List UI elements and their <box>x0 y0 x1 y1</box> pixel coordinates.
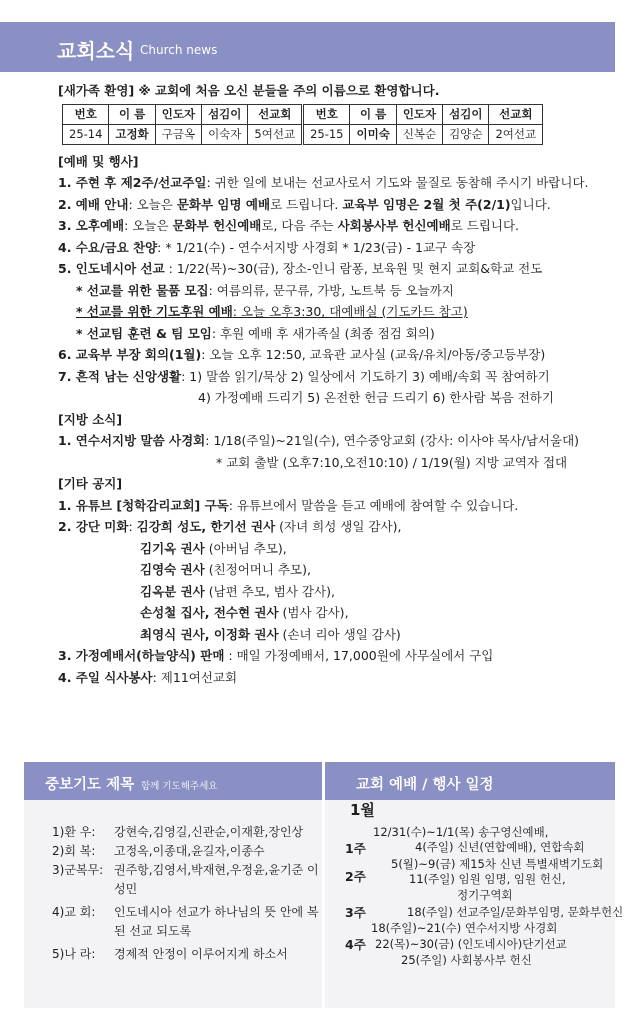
table-cell: 고정화 <box>109 124 155 144</box>
schedule-list <box>345 800 624 969</box>
flower-line <box>58 581 618 603</box>
schedule-week <box>345 857 615 904</box>
item-text: : 귀한 일에 보내는 선교사로서 기도와 물질로 동참해 주시기 바랍니다. <box>206 175 589 190</box>
item-text: 로 드립니다. <box>270 196 343 212</box>
schedule-item: 11(주일) 임원 임명, 임원 헌신, <box>409 872 566 886</box>
schedule-item: 4(주일) 신년(연합예배), 연합속회 <box>415 840 585 854</box>
item-heading: 2. 예배 안내 <box>58 196 129 212</box>
prayer-text: 권주항,김영서,박재현,우정윤,윤기준 이성민 <box>114 863 319 896</box>
week-label: 4주 <box>345 937 366 952</box>
schedule-item: 정기구역회 <box>457 887 513 902</box>
schedule-week <box>345 905 624 936</box>
item-heading: * 선교팀 훈련 & 팀 모임 <box>76 325 212 341</box>
etc-item-3 <box>58 645 618 667</box>
item-heading: 4. 수요/금요 찬양 <box>58 239 158 255</box>
table-cell: 김양순 <box>443 124 489 144</box>
column-header: 이 름 <box>109 104 155 124</box>
item-text: : 매일 가정예배서, 17,000원에 사무실에서 구입 <box>224 648 494 663</box>
worship-item-2 <box>58 194 618 216</box>
newcomers-heading <box>58 80 618 102</box>
flower-names: 최영식 권사, 이정화 권사 <box>140 626 279 642</box>
flower-line <box>58 559 618 581</box>
table-cell: 이숙자 <box>202 124 248 144</box>
flower-note: (자녀 희성 생일 감사), <box>275 519 402 534</box>
schedule-week <box>345 937 615 968</box>
schedule-item: 5(월)~9(금) 제15차 신년 특별새벽기도회 <box>391 856 604 871</box>
column-header: 선교회 <box>248 104 303 124</box>
list-item <box>52 903 320 941</box>
etc-item-2 <box>58 516 618 538</box>
table-cell: 5여선교 <box>248 124 303 144</box>
schedule-item: 22(목)~30(금) (인도네시아)단기선교 <box>375 937 567 951</box>
worship-item-4 <box>58 237 618 259</box>
page-subtitle: Church news <box>140 43 218 57</box>
worship-item-5 <box>58 258 618 280</box>
flower-names: 김영숙 권사 <box>140 562 205 577</box>
flower-line <box>58 538 618 560</box>
item-heading: 2. 강단 미화 <box>58 519 129 534</box>
table-cell: 25-14 <box>63 124 109 144</box>
table-row <box>63 124 543 144</box>
item-heading: 6. 교육부 부장 회의(1월) <box>58 347 202 362</box>
mission-sub-3 <box>58 323 618 345</box>
item-heading: 3. 가정예배서(하늘양식) 판매 <box>58 648 225 663</box>
item-heading: 1. 연수서지방 말씀 사경회 <box>58 433 206 448</box>
table-cell: 신복순 <box>396 124 442 144</box>
item-text: 로, 다음 주는 <box>261 218 338 233</box>
item-text: : 오늘 오후 12:50, 교육관 교사실 (교육/유치/아동/중고등부장) <box>201 347 546 362</box>
table-cell: 25-15 <box>303 124 350 144</box>
list-item <box>52 861 320 899</box>
list-item <box>52 842 320 861</box>
item-emphasis: 문화부 헌신예배 <box>172 218 262 233</box>
prayer-text: 강현숙,김영길,신관순,이재환,장인상 <box>114 825 304 839</box>
item-text: : 후원 예배 후 새가족실 (최종 점검 회의) <box>211 325 435 341</box>
column-header: 인도자 <box>155 104 201 124</box>
item-heading: 7. 흔적 남는 신앙생활 <box>58 368 182 384</box>
table-cell: 이미숙 <box>350 124 396 144</box>
prayer-label: 4)교 회: <box>52 905 96 919</box>
item-text: : 1/22(목)~30(금), 장소-인니 람퐁, 보육원 및 현지 교회&학교 전도 <box>164 261 543 276</box>
flower-line <box>58 624 618 646</box>
prayer-label: 1)환 우: <box>52 825 96 839</box>
item-text: : 오늘은 <box>124 218 173 233</box>
flower-names: 손성철 집사, 전수현 권사 <box>140 605 279 620</box>
column-header: 선교회 <box>489 104 543 124</box>
item-text: : 오늘 오후3:30, 대예배실 (기도카드 참고) <box>232 304 468 319</box>
item-heading: 3. 오후예배 <box>58 218 125 233</box>
list-item <box>52 945 320 964</box>
prayer-text: 고정옥,이종대,윤길자,이종수 <box>114 844 265 858</box>
item-text: : 여름의류, 문구류, 가방, 노트북 등 오늘까지 <box>208 282 454 298</box>
worship-item-7 <box>58 366 618 388</box>
mission-sub-2 <box>58 301 618 323</box>
item-heading: * 선교를 위한 기도후원 예배 <box>76 304 233 319</box>
page-title: 교회소식 <box>57 39 135 63</box>
worship-item-1 <box>58 172 618 194</box>
column-header: 인도자 <box>396 104 442 124</box>
flower-names: 김옥분 권사 <box>140 583 205 599</box>
column-header: 번호 <box>303 104 350 124</box>
table-cell: 2여선교 <box>489 124 543 144</box>
etc-section-title: [기타 공지] <box>58 476 123 491</box>
item-emphasis: 문화부 임명 예배 <box>176 196 271 212</box>
schedule-item: 12/31(수)~1/1(목) 송구영신예배, <box>373 824 549 839</box>
week-label: 3주 <box>345 905 366 920</box>
item-heading: 5. 인도네시아 선교 <box>58 261 165 276</box>
schedule-item: 18(주일)~21(수) 연수서지방 사경회 <box>371 920 558 935</box>
flower-names: 김기옥 권사 <box>140 540 205 556</box>
worship-item-6 <box>58 344 618 366</box>
newcomers-title: [새가족 환영] <box>58 83 135 98</box>
item-text: : 1/18(주일)~21일(수), 연수중앙교회 (강사: 이사야 목사/남서울대) <box>205 433 580 448</box>
list-item <box>52 823 320 842</box>
table-cell: 구금옥 <box>155 124 201 144</box>
worship-section-title: [예배 및 행사] <box>58 153 139 169</box>
item-heading: * 선교를 위한 물품 모집 <box>76 282 209 298</box>
item-text: : 1) 말씀 읽기/묵상 2) 일상에서 기도하기 3) 예배/속회 꼭 참여하기 <box>181 368 550 384</box>
flower-names: 김강희 성도, 한기선 권사 <box>136 519 276 534</box>
flower-note: (친정어머니 추모), <box>204 562 311 577</box>
item-text: : * 1/21(수) - 연수서지방 사경회 * 1/23(금) - 1교구 속장 <box>157 239 476 255</box>
item-text: 입니다. <box>510 196 551 212</box>
schedule-item: 25(주일) 사회봉사부 헌신 <box>401 952 532 967</box>
flower-note: (손녀 리아 생일 감사) <box>278 626 401 642</box>
item-heading: 4. 주일 식사봉사 <box>58 669 153 685</box>
prayer-title: 중보기도 제목 <box>45 777 135 793</box>
worship-item-3 <box>58 215 618 237</box>
prayer-label: 5)나 라: <box>52 947 96 961</box>
item-text: : <box>128 519 137 534</box>
flower-note: (범사 감사), <box>278 605 349 620</box>
item-heading: 1. 주현 후 제2주/선교주일 <box>58 175 207 190</box>
item-text: : 오늘은 <box>128 196 177 212</box>
prayer-text: 경제적 안정이 이루어지게 하소서 <box>114 947 288 961</box>
district-item-1-cont: * 교회 출발 (오후7:10,오전10:10) / 1/19(월) 지방 교역자 접대 <box>216 454 568 470</box>
column-header: 섬김이 <box>443 104 489 124</box>
item-heading: 1. 유튜브 [청학감리교회] 구독 <box>58 497 229 513</box>
etc-item-4 <box>58 667 618 689</box>
district-section-title: [지방 소식] <box>58 411 123 427</box>
table-header-row <box>63 104 543 124</box>
newcomers-note: ※ 교회에 처음 오신 분들을 주의 이름으로 환영합니다. <box>134 83 440 98</box>
item-text: 로 드립니다. <box>450 218 520 233</box>
newcomers-table <box>62 104 543 145</box>
prayer-label: 3)군복무: <box>52 863 104 877</box>
worship-item-7-cont: 4) 가정예배 드리기 5) 온전한 헌금 드리기 6) 한사람 복음 전하기 <box>198 390 554 405</box>
column-header: 이 름 <box>350 104 396 124</box>
week-label: 2주 <box>345 868 366 884</box>
flower-note: (남편 추모, 범사 감사), <box>204 583 335 599</box>
item-emphasis: 사회봉사부 헌신예배 <box>337 218 451 233</box>
week-label: 1주 <box>345 840 366 856</box>
schedule-item: 18(주일) 선교주일/문화부임명, 문화부헌신 <box>407 905 624 919</box>
item-text: : 유튜브에서 말씀을 듣고 예배에 참여할 수 있습니다. <box>228 497 519 513</box>
etc-item-1 <box>58 495 618 517</box>
flower-line <box>58 602 618 624</box>
schedule-month: 1월 <box>350 801 375 819</box>
item-text: : 제11여선교회 <box>152 669 238 685</box>
item-emphasis: 교육부 임명은 2월 첫 주(2/1) <box>342 196 511 212</box>
prayer-list <box>52 823 320 964</box>
schedule-title: 교회 예배 / 행사 일정 <box>356 777 494 793</box>
prayer-label: 2)회 복: <box>52 844 96 858</box>
flower-note: (아버님 추모), <box>204 540 287 556</box>
schedule-week <box>345 825 615 856</box>
mission-sub-1 <box>58 280 618 302</box>
prayer-text: 인도네시아 선교가 하나님의 뜻 안에 복된 선교 되도록 <box>114 905 319 938</box>
prayer-subtitle: 함께 기도해주세요 <box>141 781 218 792</box>
news-body <box>58 80 618 688</box>
district-item-1 <box>58 430 618 452</box>
column-header: 섬김이 <box>202 104 248 124</box>
column-header: 번호 <box>63 104 109 124</box>
